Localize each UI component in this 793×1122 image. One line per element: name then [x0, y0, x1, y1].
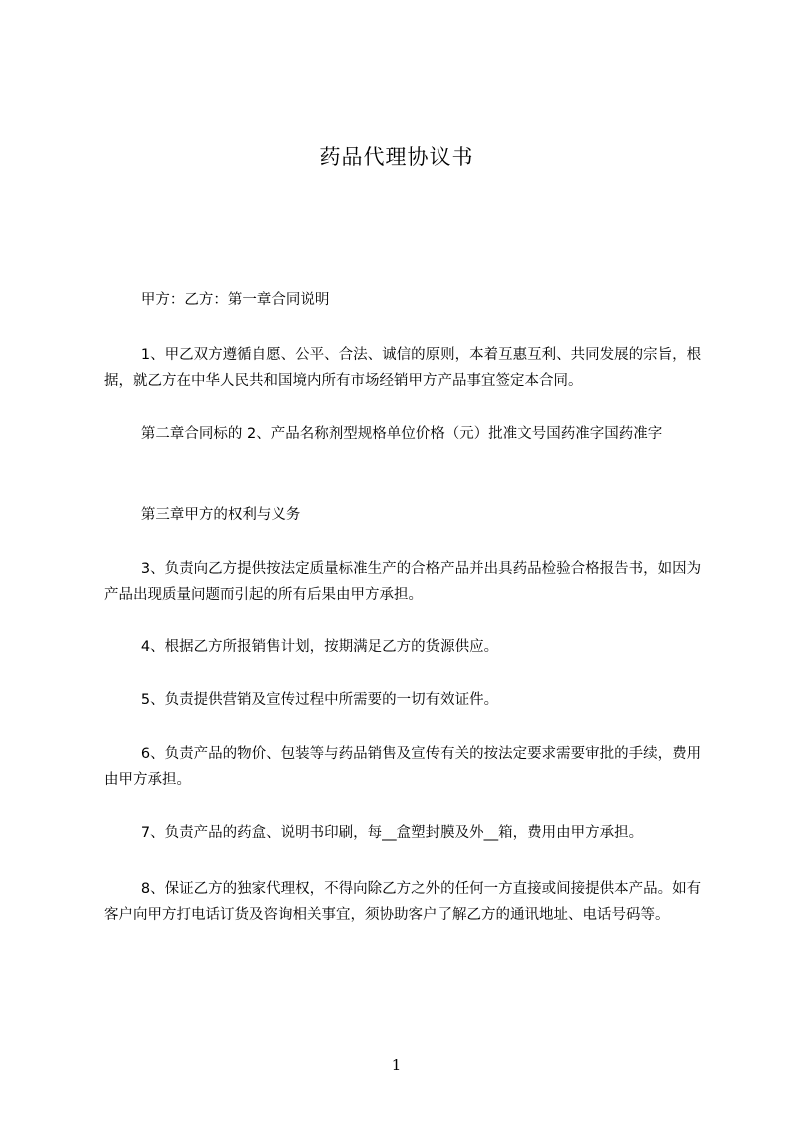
page-number: 1: [391, 1056, 402, 1074]
paragraph-clause-6: 6、负责产品的物价、包装等与药品销售及宣传有关的按法定要求需要审批的手续，费用由甲方承担。: [104, 746, 702, 788]
paragraph-chapter-2: 第二章合同标的 2、产品名称剂型规格单位价格（元）批准文号国药准字国药准字: [104, 426, 663, 442]
document-title: 药品代理协议书: [319, 145, 474, 169]
paragraph-clause-3: 3、负责向乙方提供按法定质量标准生产的合格产品并出具药品检验合格报告书，如因为产品出现质量问题而引起的所有后果由甲方承担。: [104, 561, 702, 603]
paragraph-clause-5: 5、负责提供营销及宣传过程中所需要的一切有效证件。: [104, 692, 499, 708]
paragraph-parties: 甲方：乙方：第一章合同说明: [104, 292, 330, 308]
paragraph-chapter-3: 第三章甲方的权利与义务: [104, 507, 301, 523]
paragraph-clause-4: 4、根据乙方所报销售计划，按期满足乙方的货源供应。: [104, 639, 499, 655]
paragraph-clause-7: 7、负责产品的药盒、说明书印刷，每__盒塑封膜及外__箱，费用由甲方承担。: [104, 825, 644, 841]
paragraph-clause-1: 1、甲乙双方遵循自愿、公平、合法、诚信的原则，本着互惠互利、共同发展的宗旨，根据，就乙方在中华人民共和国境内所有市场经销甲方产品事宜签定本合同。: [104, 347, 702, 389]
paragraph-clause-8: 8、保证乙方的独家代理权，不得向除乙方之外的任何一方直接或间接提供本产品。如有客户向甲方打电话订货及咨询相关事宜，须协助客户了解乙方的通讯地址、电话号码等。: [104, 881, 702, 923]
